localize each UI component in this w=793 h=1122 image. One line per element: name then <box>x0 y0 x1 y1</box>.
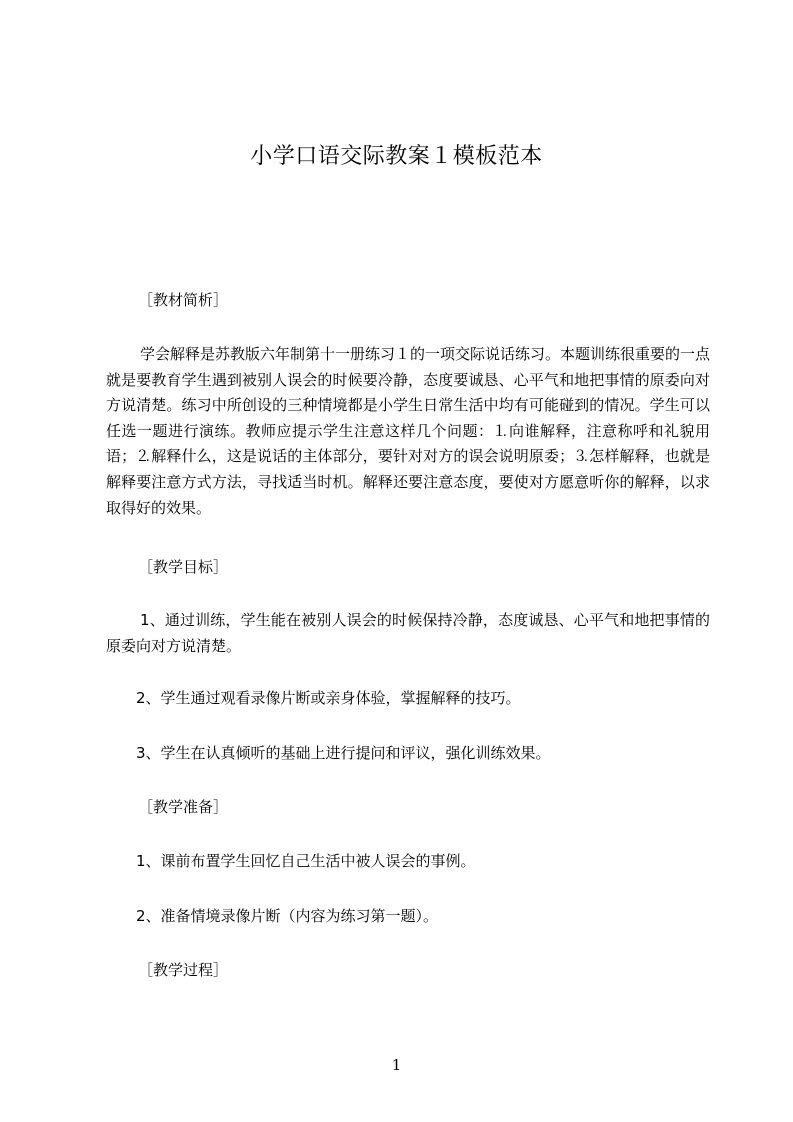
preparation-item-2: 2、准备情境录像片断（内容为练习第一题）。 <box>136 907 439 925</box>
preparation-item-1: 1、课前布置学生回忆自己生活中被人误会的事例。 <box>136 852 476 870</box>
section-heading-preparation: ［教学准备］ <box>138 798 229 816</box>
page-number: 1 <box>391 1056 402 1074</box>
section-heading-materials: ［教材简析］ <box>138 291 229 309</box>
document-title: 小学口语交际教案１模板范本 <box>250 144 543 169</box>
section-heading-process: ［教学过程］ <box>138 961 229 979</box>
goal-item-3: 3、学生在认真倾听的基础上进行提问和评议，强化训练效果。 <box>136 744 551 762</box>
goal-item-1: 1、通过训练，学生能在被别人误会的时候保持冷静，态度诚恳、心平气和地把事情的原委向对方说清楚。 <box>106 611 710 655</box>
paragraph-materials: 学会解释是苏教版六年制第十一册练习１的一项交际说话练习。本题训练很重要的一点就是要教育学生遇到被别人误会的时候要冷静，态度要诚恳、心平气和地把事情的原委向对方说清楚。练习中所创设的三种情境都是小学生日常生活中均有可能碰到的情况。学生可以任选一题进行演练。教师应提示学生注意这样几个问题：⒈向谁解释，注意称呼和礼貌用语；⒉解释什么，这是说话的主体部分，要针对对方的误会说明原委；⒊怎样解释，也就是解释要注意方式方法，寻找适当时机。解释还要注意态度，要使对方愿意听你的解释，以求取得好的效果。 <box>106 345 711 517</box>
goal-item-2: 2、学生通过观看录像片断或亲身体验，掌握解释的技巧。 <box>136 689 521 707</box>
section-heading-goals: ［教学目标］ <box>138 558 229 576</box>
